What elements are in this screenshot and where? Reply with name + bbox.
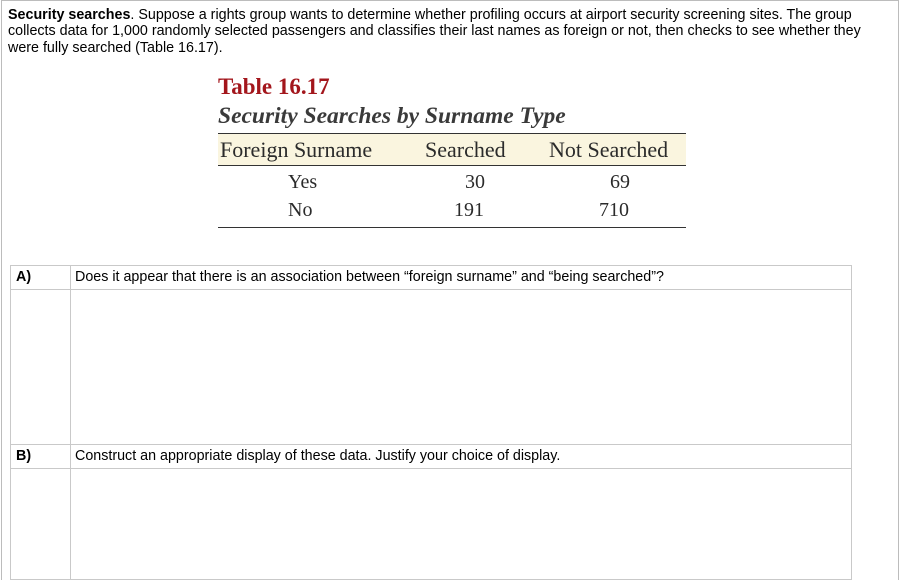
answer-area-a[interactable]: [71, 290, 852, 445]
problem-text: . Suppose a rights group wants to determine whether profiling occurs at airport security screening sites. The group collects data for 1,000 randomly selected passengers and classifies their last names as foreign or not, then checks to see whether they were fully searched (Table 16.17).: [8, 7, 861, 56]
question-table: [10, 265, 852, 580]
data-table: [218, 72, 686, 228]
table-cell: 69: [610, 171, 630, 193]
question-text: Does it appear that there is an association between “foreign surname” and “being searched”?: [71, 266, 852, 290]
problem-statement: [8, 7, 893, 56]
table-row: [218, 196, 686, 224]
question-row-b: [11, 445, 852, 469]
table-row: [218, 168, 686, 196]
table-header-cell: Searched: [425, 137, 506, 162]
question-row-a: [11, 266, 852, 290]
table-cell: 710: [599, 199, 629, 221]
table-header-cell: Not Searched: [549, 137, 669, 162]
answer-area-b[interactable]: [71, 469, 852, 580]
table-cell: 30: [465, 171, 485, 193]
problem-title: Security searches: [8, 7, 131, 23]
table-cell: 191: [454, 199, 484, 221]
table-caption: Security Searches by Surname Type: [218, 103, 566, 129]
answer-label-cell: [11, 290, 71, 445]
table-header-row: [218, 133, 686, 166]
table-body: [218, 166, 686, 228]
table-cell: No: [288, 199, 313, 221]
question-text: Construct an appropriate display of these data. Justify your choice of display.: [71, 445, 852, 469]
answer-row-b: [11, 469, 852, 580]
question-label: B): [11, 445, 71, 469]
table-number: Table 16.17: [218, 74, 330, 99]
question-label: A): [11, 266, 71, 290]
table-cell: Yes: [288, 171, 318, 193]
answer-label-cell: [11, 469, 71, 580]
table-header-cell: Foreign Surname: [220, 137, 373, 162]
answer-row-a: [11, 290, 852, 445]
